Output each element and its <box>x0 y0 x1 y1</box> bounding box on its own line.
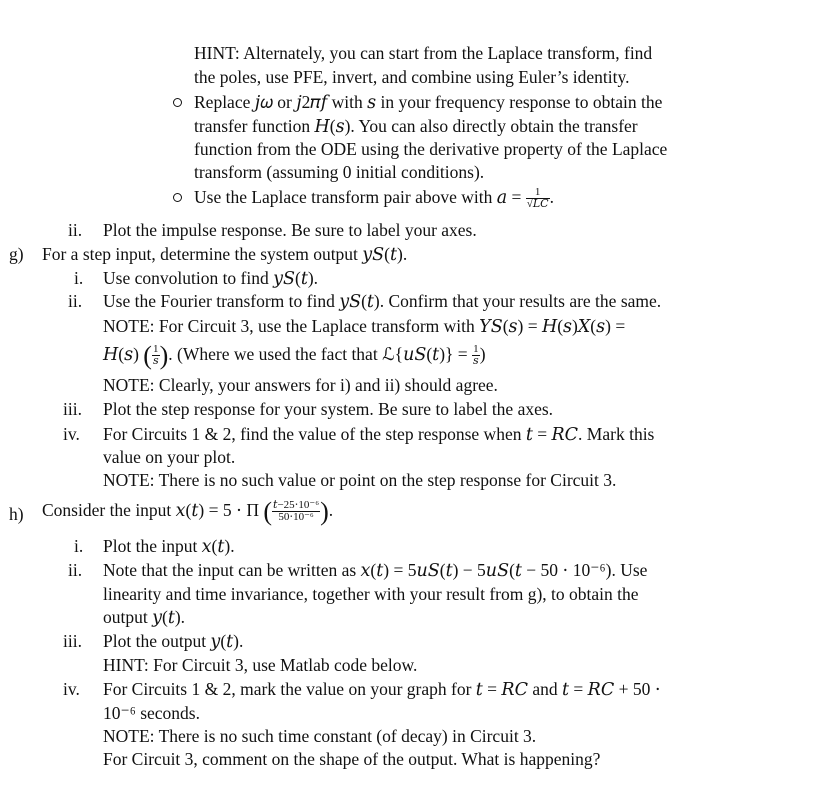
input-heading <box>42 496 334 526</box>
paren-open: ( <box>143 340 152 370</box>
item-marker: ii. <box>68 220 83 240</box>
fraction-numerator: 1 <box>153 343 159 356</box>
linearity-line-2: linearity and time invariance, together with your result from g), to obtain the <box>103 584 639 604</box>
item-marker: ii. <box>68 291 83 311</box>
item-marker: i. <box>74 268 84 288</box>
convolution-line: Use convolution to find 𝑦𝑆(𝑡). <box>103 268 319 288</box>
bullet-replace-line-4: transform (assuming 0 initial conditions). <box>194 162 485 182</box>
close-paren: ) <box>479 344 486 364</box>
mark-value-line-2: 10⁻⁶ seconds. <box>103 703 200 723</box>
item-marker: iii. <box>63 399 82 419</box>
rc-value-line-2: value on your plot. <box>103 447 236 467</box>
plot-output-line: Plot the output 𝑦(𝑡). <box>103 631 244 651</box>
fraction-one-over-s <box>152 344 160 367</box>
laplace-pair-text: Use the Laplace transform pair above with 𝑎 = <box>194 187 526 207</box>
comment-shape-line: For Circuit 3, comment on the shape of the output. What is happening? <box>103 749 601 769</box>
mark-value-line-1: For Circuits 1 & 2, mark the value on your graph for 𝑡 = 𝑅𝐶 and 𝑡 = 𝑅𝐶 + 50 ⋅ <box>103 679 661 699</box>
matlab-hint-line: HINT: For Circuit 3, use Matlab code below. <box>103 655 418 675</box>
circuit3-note-line-2 <box>103 340 486 370</box>
impulse-plot-line: Plot the impulse response. Be sure to label your axes. <box>103 220 477 240</box>
item-marker: iv. <box>63 679 80 699</box>
bullet-circle-icon <box>173 98 182 107</box>
fraction-one-over-s <box>472 344 480 367</box>
fraction-denominator: 𝑠 <box>152 355 159 368</box>
period: . <box>549 187 554 207</box>
fraction-numerator: 𝑡−25⋅10⁻⁶ <box>273 499 320 512</box>
rc-value-line-1: For Circuits 1 & 2, find the value of the step response when 𝑡 = 𝑅𝐶. Mark this <box>103 424 655 444</box>
step-input-heading: For a step input, determine the system output 𝑦𝑆(𝑡). <box>42 244 408 264</box>
linearity-line-1: Note that the input can be written as 𝑥(𝑡) = 5𝑢𝑆(𝑡) − 5𝑢𝑆(𝑡 − 50 ⋅ 10⁻⁶). Use <box>103 560 648 580</box>
input-heading-text: Consider the input 𝑥(𝑡) = 5 ⋅ Π <box>42 500 264 520</box>
fourier-line: Use the Fourier transform to find 𝑦𝑆(𝑡). Confirm that your results are the same. <box>103 291 662 311</box>
bullet-replace-line-3: function from the ODE using the derivative property of the Laplace <box>194 139 668 159</box>
no-value-note-line: NOTE: There is no such value or point on the step response for Circuit 3. <box>103 470 617 490</box>
item-marker: iv. <box>63 424 80 444</box>
no-time-constant-line: NOTE: There is no such time constant (of decay) in Circuit 3. <box>103 726 537 746</box>
fraction-denominator: 𝑠 <box>473 355 479 368</box>
plot-input-line: Plot the input 𝑥(𝑡). <box>103 536 235 556</box>
fraction-one-over-root-lc <box>526 187 550 210</box>
period: . <box>328 500 334 520</box>
bullet-replace-line-2: transfer function 𝐻(𝑠). You can also directly obtain the transfer <box>194 116 638 136</box>
section-marker-h: h) <box>9 504 24 524</box>
agree-note-line: NOTE: Clearly, your answers for i) and ii) should agree. <box>103 375 498 395</box>
where-text: . (Where we used the fact that ℒ{𝑢𝑆(𝑡)} = <box>168 344 473 364</box>
paren-close: ) <box>320 496 329 526</box>
item-marker: ii. <box>68 560 83 580</box>
circuit3-note-line-1: NOTE: For Circuit 3, use the Laplace transform with 𝑌𝑆(𝑠) = 𝐻(𝑠)𝑋(𝑠) = <box>103 316 626 336</box>
hs-text: 𝐻(𝑠) <box>103 344 144 364</box>
paren-open: ( <box>263 496 273 526</box>
step-plot-line: Plot the step response for your system. Be sure to label the axes. <box>103 399 554 419</box>
fraction-denominator: √𝐿𝐶 <box>526 198 549 211</box>
fraction-numerator: 1 <box>526 187 550 199</box>
hint-line-1: HINT: Alternately, you can start from the Laplace transform, find <box>194 43 653 63</box>
fraction-numerator: 1 <box>473 343 479 356</box>
bullet-circle-icon <box>173 193 182 202</box>
fraction-rect-argument <box>272 500 320 523</box>
bullet-laplace-pair <box>194 187 554 210</box>
section-marker-g: g) <box>9 244 24 264</box>
item-marker: i. <box>74 536 84 556</box>
fraction-denominator: 50⋅10⁻⁶ <box>278 511 314 524</box>
hint-line-2: the poles, use PFE, invert, and combine using Euler’s identity. <box>194 67 630 87</box>
paren-close: ) <box>159 340 169 370</box>
bullet-replace-line-1: Replace 𝑗𝜔 or 𝑗2𝜋𝑓 with 𝑠 in your frequency response to obtain the <box>194 92 663 112</box>
linearity-line-3: output 𝑦(𝑡). <box>103 607 186 627</box>
item-marker: iii. <box>63 631 82 651</box>
